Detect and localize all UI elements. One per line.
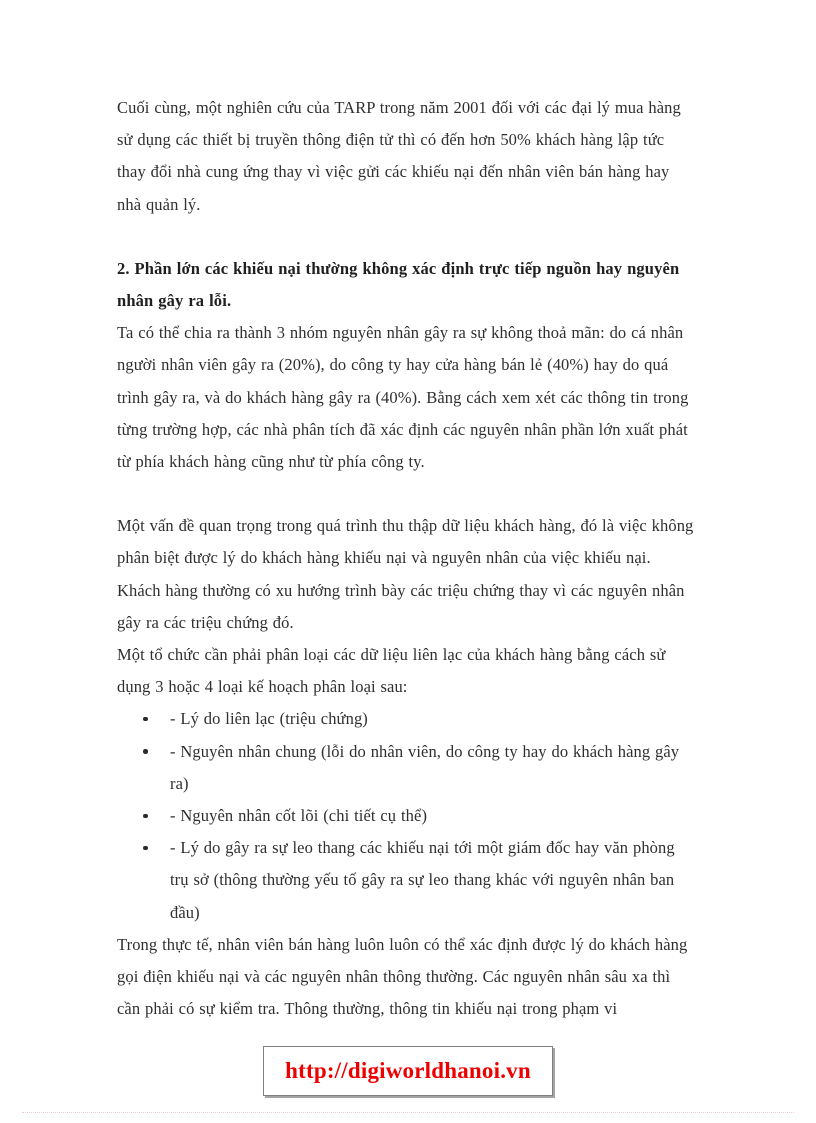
bullet-point-icon [143, 749, 148, 754]
paragraph-data-collection-issue: Một vấn đề quan trọng trong quá trình thu thập dữ liệu khách hàng, đó là việc không phân biệt được lý do khách hàng khiếu nại và nguyên nhân của việc khiếu nại. Khách hàng thường có xu hướng trình bày các triệu chứng thay vì các nguyên nhân gây ra các triệu chứng đó. [117, 516, 694, 632]
watermark-url-box [263, 1046, 553, 1096]
paragraph-classification-intro: Một tổ chức cần phải phân loại các dữ liệu liên lạc của khách hàng bằng cách sử dụng 3 hoặc 4 loại kế hoạch phân loại sau: [117, 645, 666, 697]
list-item [117, 736, 695, 800]
page-separator-line [22, 1112, 794, 1114]
document-body [117, 92, 695, 1025]
paragraph-spacer [117, 478, 695, 510]
paragraph-spacer [117, 221, 695, 253]
section-heading-2: 2. Phần lớn các khiếu nại thường không xác định trực tiếp nguồn hay nguyên nhân gây ra lỗi. [117, 258, 680, 311]
list-item [117, 832, 695, 929]
paragraph-three-cause-groups: Ta có thể chia ra thành 3 nhóm nguyên nhân gây ra sự không thoả mãn: do cá nhân người nhân viên gây ra (20%), do công ty hay cửa hàng bán lẻ (40%) hay do quá trình gây ra, và do khách hàng gây ra (40%). Bằng cách xem xét các thông tin trong từng trường hợp, các nhà phân tích đã xác định các nguyên nhân phần lớn xuất phát từ phía khách hàng cũng như từ phía công ty. [117, 323, 689, 472]
classification-bullet-list [117, 703, 695, 928]
list-item-label: - Nguyên nhân chung (lỗi do nhân viên, do công ty hay do khách hàng gây ra) [170, 741, 680, 793]
list-item-label: - Nguyên nhân cốt lõi (chi tiết cụ thể) [170, 806, 428, 826]
bullet-point-icon [143, 814, 148, 819]
list-item [117, 703, 695, 735]
bullet-point-icon [143, 717, 148, 722]
paragraph-sales-staff-reality: Trong thực tế, nhân viên bán hàng luôn luôn có thể xác định được lý do khách hàng gọi điện khiếu nại và các nguyên nhân thông thường. Các nguyên nhân sâu xa thì cần phải có sự kiểm tra. Thông thường, thông tin khiếu nại trong phạm vi [117, 934, 688, 1019]
bullet-point-icon [143, 846, 148, 851]
paragraph-tarp-study: Cuối cùng, một nghiên cứu của TARP trong năm 2001 đối với các đại lý mua hàng sử dụng các thiết bị truyền thông điện tử thì có đến hơn 50% khách hàng lập tức thay đổi nhà cung ứng thay vì việc gửi các khiếu nại đến nhân viên bán hàng hay nhà quản lý. [117, 98, 681, 214]
list-item-label: - Lý do gây ra sự leo thang các khiếu nại tới một giám đốc hay văn phòng trụ sở (thông thường yếu tố gây ra sự leo thang khác với nguyên nhân ban đầu) [170, 838, 675, 922]
footer [0, 1046, 816, 1096]
watermark-url-text[interactable]: http://digiworldhanoi.vn [285, 1058, 531, 1083]
list-item [117, 800, 695, 832]
list-item-label: - Lý do liên lạc (triệu chứng) [170, 709, 368, 729]
